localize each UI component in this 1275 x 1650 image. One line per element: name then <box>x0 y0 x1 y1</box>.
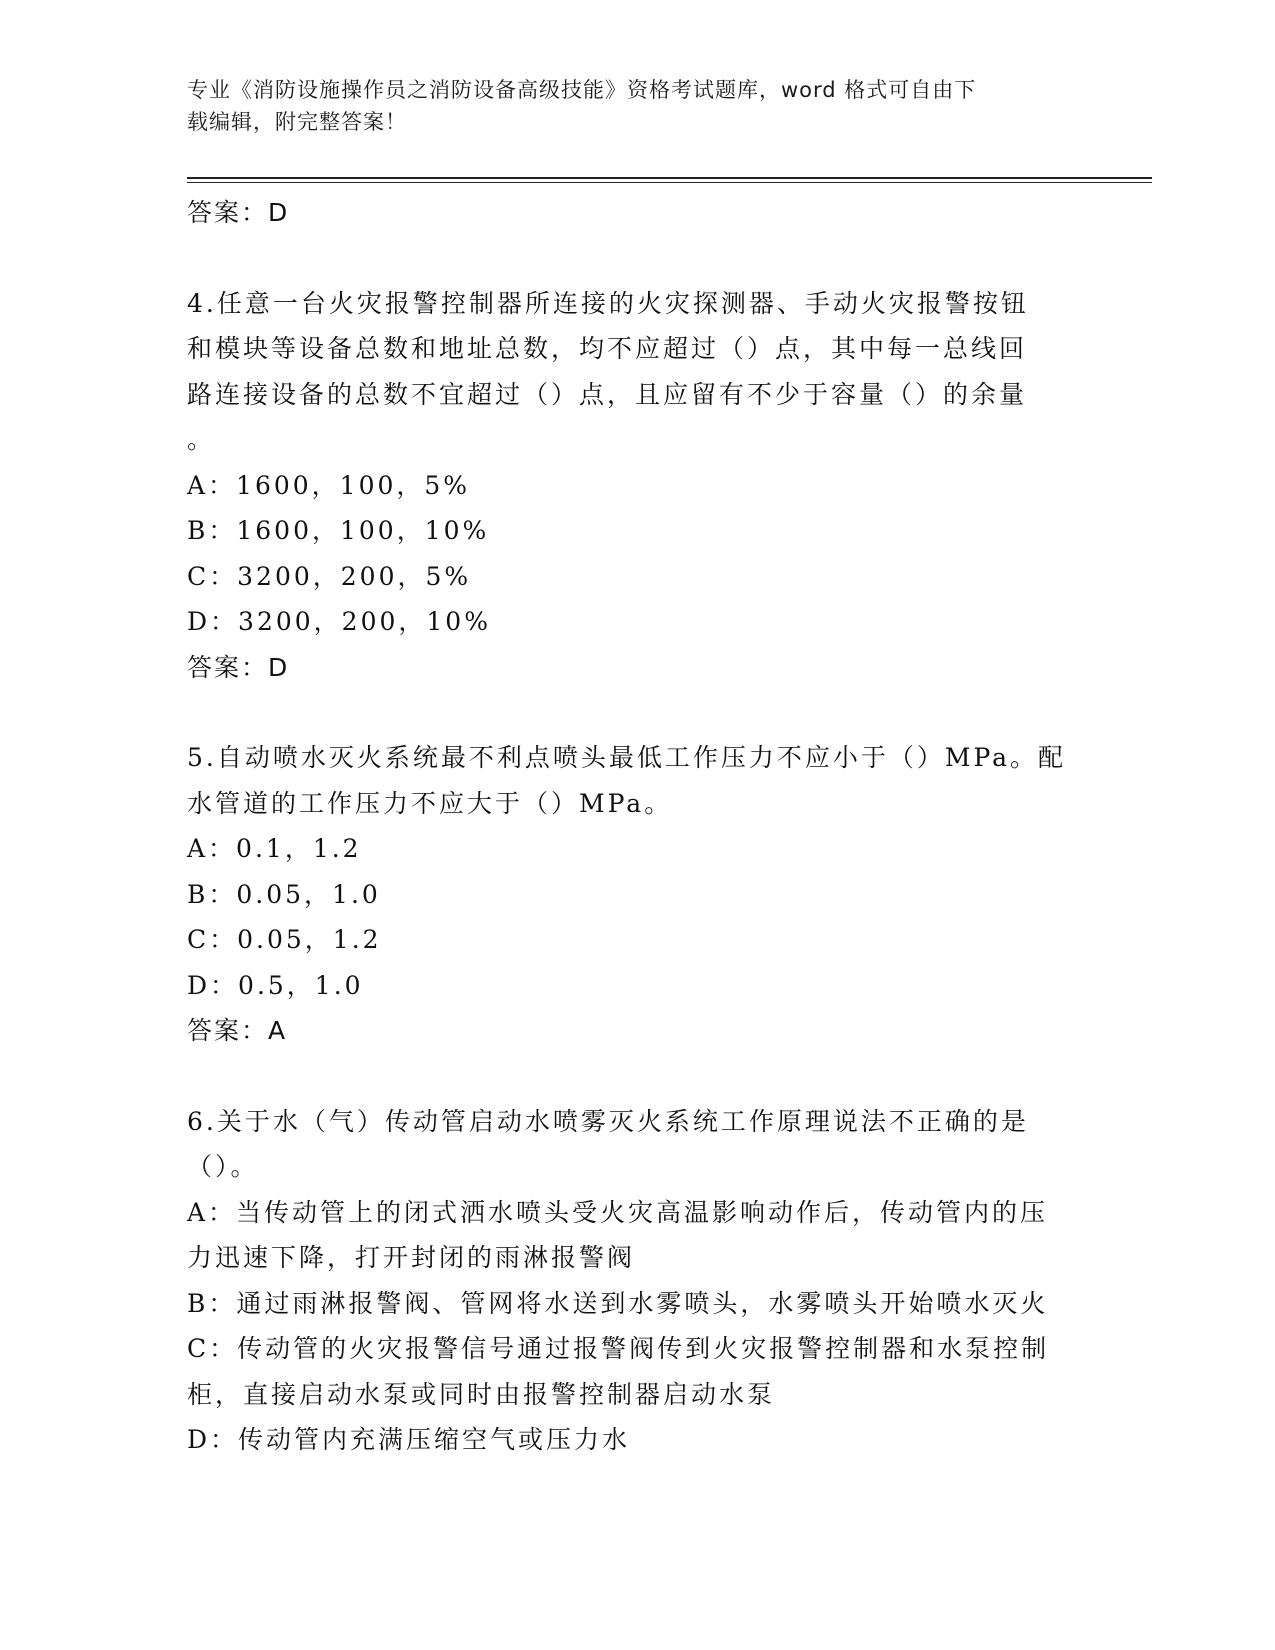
option-a-line: A：当传动管上的闭式洒水喷头受火灾高温影响动作后，传动管内的压 <box>187 1197 1049 1227</box>
header-rule-thick <box>187 177 1152 179</box>
document-body <box>187 190 1087 1463</box>
option-b: B：1600，100，10% <box>187 516 490 545</box>
option-a: A：1600，100，5% <box>187 470 471 500</box>
answer: 答案：A <box>187 1016 288 1045</box>
option-a-line: 力迅速下降，打开封闭的雨淋报警阀 <box>187 1243 636 1272</box>
question-stem-line: 5.自动喷水灭火系统最不利点喷头最低工作压力不应小于（）MPa。配 <box>187 743 1067 772</box>
previous-answer: 答案：D <box>187 198 290 227</box>
option-c: C：3200，200，5% <box>187 561 472 591</box>
header-line-2: 载编辑，附完整答案！ <box>187 110 407 134</box>
spacer <box>187 236 1087 281</box>
question-6 <box>187 1099 1087 1463</box>
question-5 <box>187 735 1087 1054</box>
option-c: C：0.05，1.2 <box>187 925 382 954</box>
spacer <box>187 690 1087 735</box>
question-stem-line: 路连接设备的总数不宜超过（）点，且应留有不少于容量（）的余量 <box>187 379 1028 409</box>
question-stem-line: 6.关于水（气）传动管启动水喷雾灭火系统工作原理说法不正确的是 <box>187 1106 1029 1136</box>
option-d: D：0.5，1.0 <box>187 970 364 1000</box>
option-b: B：0.05，1.0 <box>187 879 381 909</box>
option-d: D：3200，200，10% <box>187 607 491 636</box>
header-rule-thin <box>187 182 1152 183</box>
answer: 答案：D <box>187 652 290 682</box>
question-stem-line: 4.任意一台火灾报警控制器所连接的火灾探测器、手动火灾报警按钮 <box>187 288 1029 318</box>
option-d: D：传动管内充满压缩空气或压力水 <box>187 1425 631 1454</box>
question-stem-line: 水管道的工作压力不应大于（）MPa。 <box>187 788 673 818</box>
page-header <box>187 74 1067 138</box>
option-c-line: C：传动管的火灾报警信号通过报警阀传到火灾报警控制器和水泵控制 <box>187 1334 1050 1363</box>
question-4 <box>187 281 1087 691</box>
question-stem-line: （）。 <box>187 1152 259 1181</box>
option-c-line: 柜，直接启动水泵或同时由报警控制器启动水泵 <box>187 1379 776 1409</box>
option-a: A：0.1，1.2 <box>187 834 362 863</box>
option-b: B：通过雨淋报警阀、管网将水送到水雾喷头，水雾喷头开始喷水灭火 <box>187 1288 1049 1318</box>
question-stem-line: 。 <box>187 425 216 454</box>
question-stem-line: 和模块等设备总数和地址总数，均不应超过（）点，其中每一总线回 <box>187 334 1028 363</box>
header-line-1: 专业《消防设施操作员之消防设备高级技能》资格考试题库，word 格式可自由下 <box>187 78 977 102</box>
spacer <box>187 1054 1087 1099</box>
